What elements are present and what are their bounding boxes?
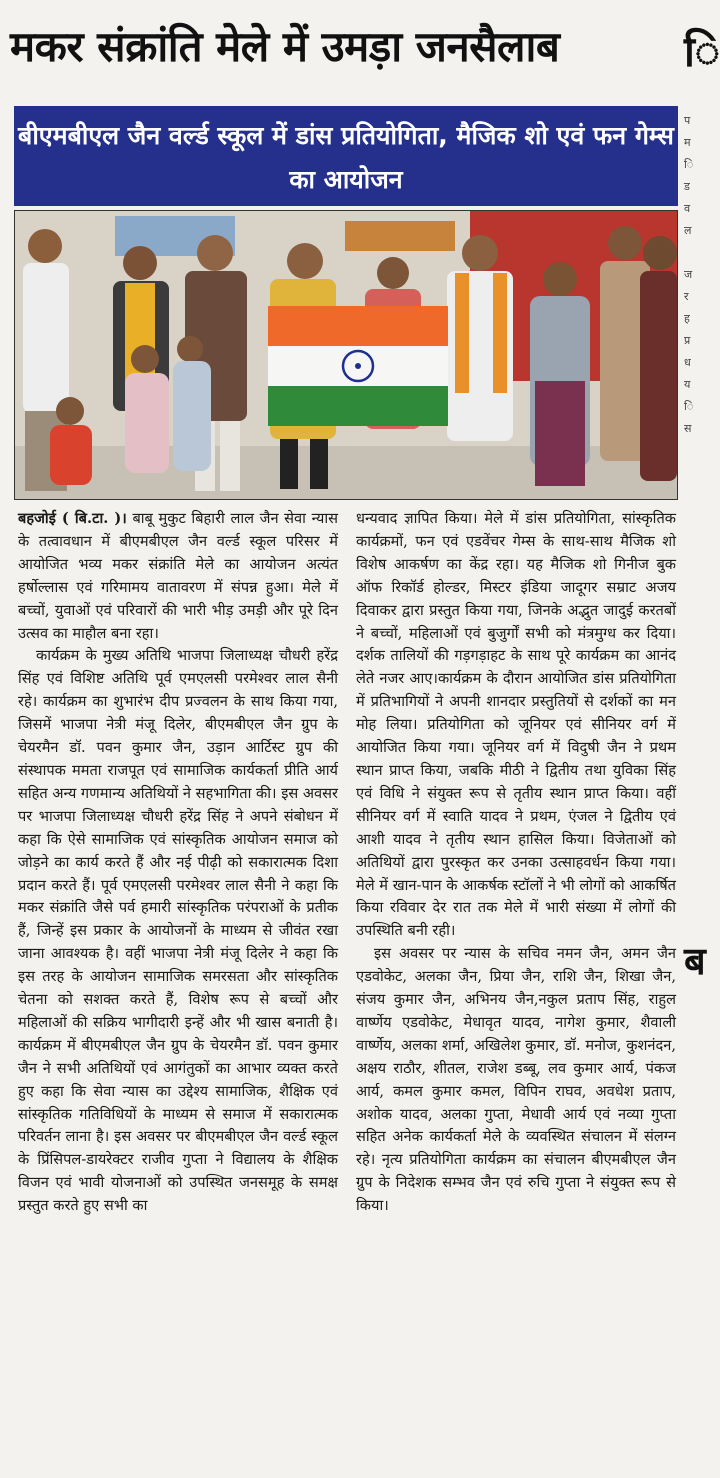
headline: मकर संक्रांति मेले में उमड़ा जनसैलाब <box>10 22 560 71</box>
indian-flag <box>268 306 448 426</box>
article-paragraph-text: बाबू मुकुट बिहारी लाल जैन सेवा न्यास के तत्वावधान में बीएमबीएल जैन वर्ल्ड स्कूल परिसर में आयोजित भव्य मकर संक्रांति मेले का आयोजन अत्यंत हर्षोल्लास एवं गरिमामय वातावरण में संपन्न हुआ। मेले में बच्चों, युवाओं एवं परिवारों की भारी भीड़ उमड़ी और पूरे दिन उत्सव का माहौल बना रहा। <box>18 510 338 642</box>
group-photo-illustration <box>15 211 677 499</box>
article-column-left <box>18 508 338 1474</box>
article-paragraph <box>18 508 338 645</box>
article-paragraph: इस अवसर पर न्यास के सचिव नमन जैन, अमन जैन एडवोकेट, अलका जैन, प्रिया जैन, राशि जैन, शिखा जैन, संजय कुमार जैन, अभिनय जैन,नकुल प्रताप सिंह, राहुल वार्ष्णेय एडवोकेट, मेधावृत यादव, नागेश कुमार, शैवाली वार्ष्णेय, अलका शर्मा, अखिलेश कुमार, डॉ. मनोज, कुशनंदन, अक्षय राठौर, शीतल, राजेश डब्बू, लव कुमार आर्य, पंकज आर्य, कमल कुमार कमल, विपिन राघव, अवधेश प्रताप, अशोक यादव, अलका गुप्ता, मेधावी आर्य एवं नव्या गुप्ता सहित अनेक कार्यकर्ता मेले के व्यवस्थित संचालन में संलग्न रहे। नृत्य प्रतियोगिता कार्यक्रम का संचालन बीएमबीएल जैन ग्रुप के निदेशक सम्भव जैन एवं रुचि गुप्ता ने संयुक्त रूप से किया। <box>356 945 676 1215</box>
article-paragraph: धन्यवाद ज्ञापित किया। मेले में डांस प्रतियोगिता, सांस्कृतिक कार्यक्रमों, फन एवं एडवेंचर गेम्स के साथ-साथ मैजिक शो विशेष आकर्षण का केंद्र रहा। यह मैजिक शो गिनीज बुक ऑफ रिकॉर्ड होल्डर, मिस्टर इंडिया जादूगर सम्राट अजय दिवाकर द्वारा प्रस्तुत किया गया, जिनके अद्भुत जादुई करतबों ने बच्चों, महिलाओं एवं बुजुर्गों सभी को मंत्रमुग्ध कर दिया। दर्शक तालियों की गड़गड़ाहट के साथ पूरे कार्यक्रम का आनंद लेते नजर आए।कार्यक्रम के दौरान आयोजित डांस प्रतियोगिता में प्रतिभागियों ने अपनी शानदार प्रस्तुतियों से दर्शकों का मन मोह लिया। प्रतियोगिता को जूनियर एवं सीनियर वर्ग में आयोजित किया गया। जूनियर वर्ग में विदुषी जैन ने प्रथम स्थान प्राप्त किया, जबकि मीठी ने द्वितीय तथा युविका सिंह एवं विधि ने संयुक्त रूप से तृतीय स्थान प्राप्त किया। वहीं सीनियर वर्ग में स्वाति यादव ने प्रथम, एंजल ने द्वितीय एवं आशी यादव ने तृतीय स्थान हासिल किया। विजेताओं को अतिथियों द्वारा पुरस्कृत कर उनका उत्साहवर्धन किया गया। मेले में खान-पान के आकर्षक स्टॉलों ने भी लोगों को आकर्षित किया रविवार देर रात तक मेले में भारी संख्या में लोगों की उपस्थिति बनी रही। <box>356 510 676 940</box>
subheadline-box <box>14 106 678 206</box>
dateline: बहजोई ( बि.टा. )। <box>18 510 127 527</box>
adjacent-column-fragment: प म ि ड व ल ज र ह प्र ध य ि स ब <box>684 114 706 983</box>
news-photo <box>14 210 678 500</box>
right-strip-headline-fragment: ि <box>684 27 720 76</box>
article-paragraph: कार्यक्रम के मुख्य अतिथि भाजपा जिलाध्यक्ष चौधरी हरेंद्र सिंह एवं विशिष्ट अतिथि पूर्व एमएलसी परमेश्वर लाल सैनी रहे। कार्यक्रम का शुभारंभ दीप प्रज्वलन के साथ किया गया, जिसमें भाजपा नेत्री मंजू दिलेर, बीएमबीएल जैन ग्रुप के चेयरमैन डॉ. पवन कुमार जैन, उड़ान आर्टिस्ट ग्रुप की संस्थापक ममता राजपूत एवं सामाजिक कार्यकर्ता प्रीति आर्य सहित अन्य गणमान्य अतिथियों ने सहभागिता की। इस अवसर पर भाजपा जिलाध्यक्ष चौधरी हरेंद्र सिंह ने अपने संबोधन में कहा कि ऐसे सामाजिक एवं सांस्कृतिक आयोजन समाज को जोड़ने का कार्य करते हैं और नई पीढ़ी को सकारात्मक दिशा प्रदान करते हैं। पूर्व एमएलसी परमेश्वर लाल सैनी ने कहा कि मकर संक्रांति जैसे पर्व हमारी सांस्कृतिक परंपराओं के प्रतीक हैं, जिन्हें इस प्रकार के आयोजनों के माध्यम से जीवंत रखा जाना आवश्यक है। वहीं भाजपा नेत्री मंजू दिलेर ने कहा कि इस तरह के आयोजन सामाजिक समरसता और सांस्कृतिक चेतना को सशक्त करते हैं, विशेष रूप से बच्चों और महिलाओं की सक्रिय भागीदारी इन्हें और भी खास बनाती है।कार्यक्रम में बीएमबीएल जैन ग्रुप के चेयरमैन डॉ. पवन कुमार जैन ने सभी अतिथियों एवं आगंतुकों का आभार व्यक्त करते हुए कहा कि सेवा न्यास का उद्देश्य सामाजिक, शैक्षिक एवं सांस्कृतिक गतिविधियों के माध्यम से समाज में सकारात्मक परिवर्तन लाना है। इस अवसर पर बीएमबीएल जैन वर्ल्ड स्कूल के प्रिंसिपल-डायरेक्टर राजीव गुप्ता ने विद्यालय के शैक्षिक विजन एवं भावी योजनाओं को उपस्थित जनसमूह के समक्ष प्रस्तुत करते हुए सभी का <box>18 647 338 1215</box>
photo-banner <box>345 221 455 251</box>
subheadline: बीएमबीएल जैन वर्ल्ड स्कूल में डांस प्रतियोगिता, मैजिक शो एवं फन गेम्स का आयोजन <box>18 121 674 194</box>
person-9 <box>640 236 677 481</box>
article-column-right <box>356 508 676 1474</box>
